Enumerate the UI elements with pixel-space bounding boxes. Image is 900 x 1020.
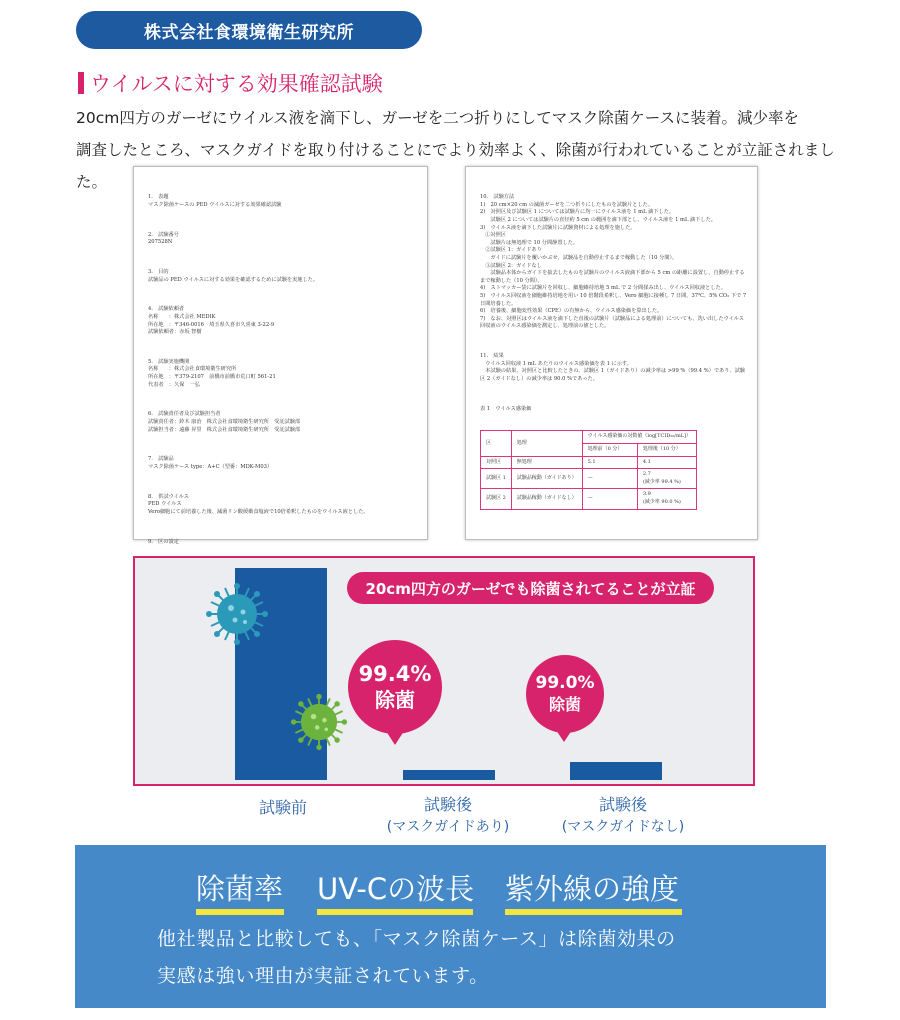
- table-header-cell: ウイルス感染価の対数値（log[TCID₅₀/mL]）: [582, 431, 696, 444]
- footer-line-2: 実感は強い理由が実証されています。: [157, 965, 489, 987]
- callout-value: 99.0%: [535, 673, 595, 693]
- keyword-uv-intensity: 紫外線の強度: [505, 872, 680, 906]
- report-block: 8. 供試ウイルス PED ウイルス Vero細胞にて前培養した後、滅菌リン酸緩衝食塩液で10倍希釈したものをウイルス液とした。: [148, 493, 369, 515]
- report-block: 6. 試験責任者及び試験担当者 試験責任者：鈴木 康治 株式会社食環境衛生研究所 受託試験部 試験担当者：遠藤 昇里 株式会社食環境衛生研究所 受託試験部: [148, 411, 301, 433]
- table-cell: —: [582, 469, 637, 489]
- category-label-sub: (マスクガイドあり): [386, 819, 510, 835]
- table-cell: 5.1: [582, 456, 637, 469]
- category-label-sub: (マスクガイドなし): [561, 819, 685, 835]
- virus-icon-blue: [205, 582, 269, 646]
- table-cell: 4.1: [637, 456, 696, 469]
- report-block: 1. 表題 マスク除菌ケースの PED ウイルスに対する効果確認試験: [148, 194, 282, 208]
- report-document-page-1: [133, 166, 428, 545]
- table-header-cell: 処理後（10 分）: [637, 444, 696, 457]
- callout-without-guide: [526, 655, 604, 733]
- callout-tail: [386, 731, 404, 745]
- keyword-underline: [317, 909, 473, 915]
- section-title-text: ウイルスに対する効果確認試験: [90, 72, 383, 96]
- table-row: [481, 456, 697, 469]
- table-cell: 試験区 2: [481, 489, 512, 509]
- table-header-cell: 区: [481, 431, 512, 456]
- keyword-uvc-wavelength: UV-Cの波長: [317, 872, 475, 906]
- virus-icon-green: [290, 693, 348, 751]
- table-cell: —: [582, 489, 637, 509]
- callout-label: 除菌: [375, 688, 415, 712]
- footer-message: [157, 921, 767, 995]
- report-block: 4. 試験依頼者 名称 ：株式会社 MEDIK 所在地 ：〒346-0016 埼玉県久喜市久喜東 3-22-9 試験依頼者：赤坂 智樹: [148, 306, 275, 336]
- table-cell: 2.7 (減少率 99.4 %): [637, 469, 696, 489]
- table-row: [481, 469, 697, 489]
- title-marker: [78, 72, 84, 94]
- bar-after-without-guide: [570, 762, 662, 780]
- results-table: [480, 430, 697, 509]
- report-document-page-2: [465, 166, 758, 540]
- table-header-cell: 処理: [511, 431, 582, 456]
- keyword-underline: [505, 909, 682, 915]
- category-label-text: 試験後: [598, 795, 647, 814]
- table-cell: 試験品稼動（ガイドなし）: [511, 489, 582, 509]
- result-banner: 20cm四方のガーゼでも除菌されてることが立証: [347, 572, 714, 604]
- bar-after-with-guide: [403, 770, 495, 780]
- desc-line-1: 20cm四方のガーゼにウイルス液を滴下し、ガーゼを二つ折りにしてマスク除菌ケースに装着。減少率を: [76, 109, 800, 127]
- table-row: [481, 489, 697, 509]
- table-cell: 試験品稼動（ガイドあり）: [511, 469, 582, 489]
- section-title: [78, 68, 383, 98]
- callout-value: 99.4%: [358, 662, 432, 686]
- report-block: 9. 区の設定: [148, 538, 179, 545]
- table-cell: 試験区 1: [481, 469, 512, 489]
- company-badge: 株式会社食環境衛生研究所: [76, 11, 422, 49]
- table-header-cell: 処理前（0 分）: [582, 444, 637, 457]
- callout-with-guide: [348, 640, 442, 734]
- category-label-without-guide: [543, 794, 703, 838]
- keyword-underline: [196, 909, 284, 915]
- feature-footer: [75, 845, 826, 1008]
- callout-tail: [556, 730, 572, 742]
- category-label-with-guide: [368, 794, 528, 838]
- report-page-2-text: [480, 179, 747, 525]
- report-block: 表 1 ウイルス感染価: [480, 405, 532, 412]
- table-cell: 無処理: [511, 456, 582, 469]
- category-label-text: 試験後: [423, 795, 472, 814]
- report-block: 7. 試験品 マスク除菌ケース type：A+C（型番：MDK-M03）: [148, 456, 273, 470]
- desc-line-2: 調査したところ、マスクガイドを取り付けることにでより効率よく、除菌が行われていることが立証されました。: [76, 141, 835, 191]
- table-cell: 対照区: [481, 456, 512, 469]
- report-block: 11. 結果 ウイルス回収液 1 mL あたりのウイルス感染価を表 1 に示す。 本試験の結果、対照区と比較したときの、試験区 1（ガイドあり）の減少率は >99 %（99.4 %）であり、試験区 2（ガイドなし）の減少率は 90.0 %であった。: [480, 353, 745, 382]
- callout-label: 除菌: [548, 695, 581, 714]
- category-label-text: 試験前: [258, 798, 307, 817]
- report-block: 3. 目的 試験品の PED ウイルスに対する効果を確認するために試験を実施した。: [148, 268, 319, 283]
- footer-line-1: 他社製品と比較しても、「マスク除菌ケース」は除菌効果の: [157, 928, 676, 950]
- keyword-sterilization-rate: 除菌率: [196, 872, 284, 906]
- report-block: 5. 試験実施機関 名称 ：株式会社食環境衛生研究所 所在地 ：〒379-2107 前橋市前橋市荒口町 561-21 代表者 ：久保 一弘: [148, 358, 276, 388]
- table-cell: 3.9 (減少率 90.0 %): [637, 489, 696, 509]
- report-block: 2. 試験番号 207528N: [148, 231, 179, 246]
- report-block: 10. 試験方法 1) 20 cm×20 cm の滅菌ガーゼを二つ折りにしたものを試験片とした。 2) 対照区及び試験区 1 については試験片に均一にウイルス液を 1 mL 滴下した。 試験区 2 については試験片の直径約 5 cm の範囲を滴下部とし、ウイルス液を 1 mL 滴下した。 3) ウイルス液を滴下した試験片に試験資材による処理を施した。 ①対照区 試験片は無処理で 10 分間静置した。 ②試験区 1：ガイドあり ガイドに試験片を覆いかぶせ、試験品を自動停止するまで稼動した（10 分間）。 ③試験区 2：ガイドなし 試験品本体からガイドを抜去したものを試験片のウイルス液滴下部から 5 cm の距離に設置し、自動停止するまで稼動した（10 分間）。 4) ストマッカー袋に試験片を回収し、細胞維持培地 5 mL で 2 分間揉み出し、ウイルス回収液とした。 5) ウイルス回収液を細胞維持培地を用い 10 倍階段希釈し、Vero 細胞に接種し 7 日間、37℃、5% CO₂ 下で 7 日間培養した。 6) 培養後、細胞変性効果（CPE）の有無から、ウイルス感染価を算出した。 7) なお、対照区はウイルス液を滴下した直後の試験片（試験品による処理前）についても、洗い出したウイルス回収液のウイルス感染価を測定し、処理前の値とした。: [480, 194, 747, 330]
- category-label-before: [233, 797, 333, 819]
